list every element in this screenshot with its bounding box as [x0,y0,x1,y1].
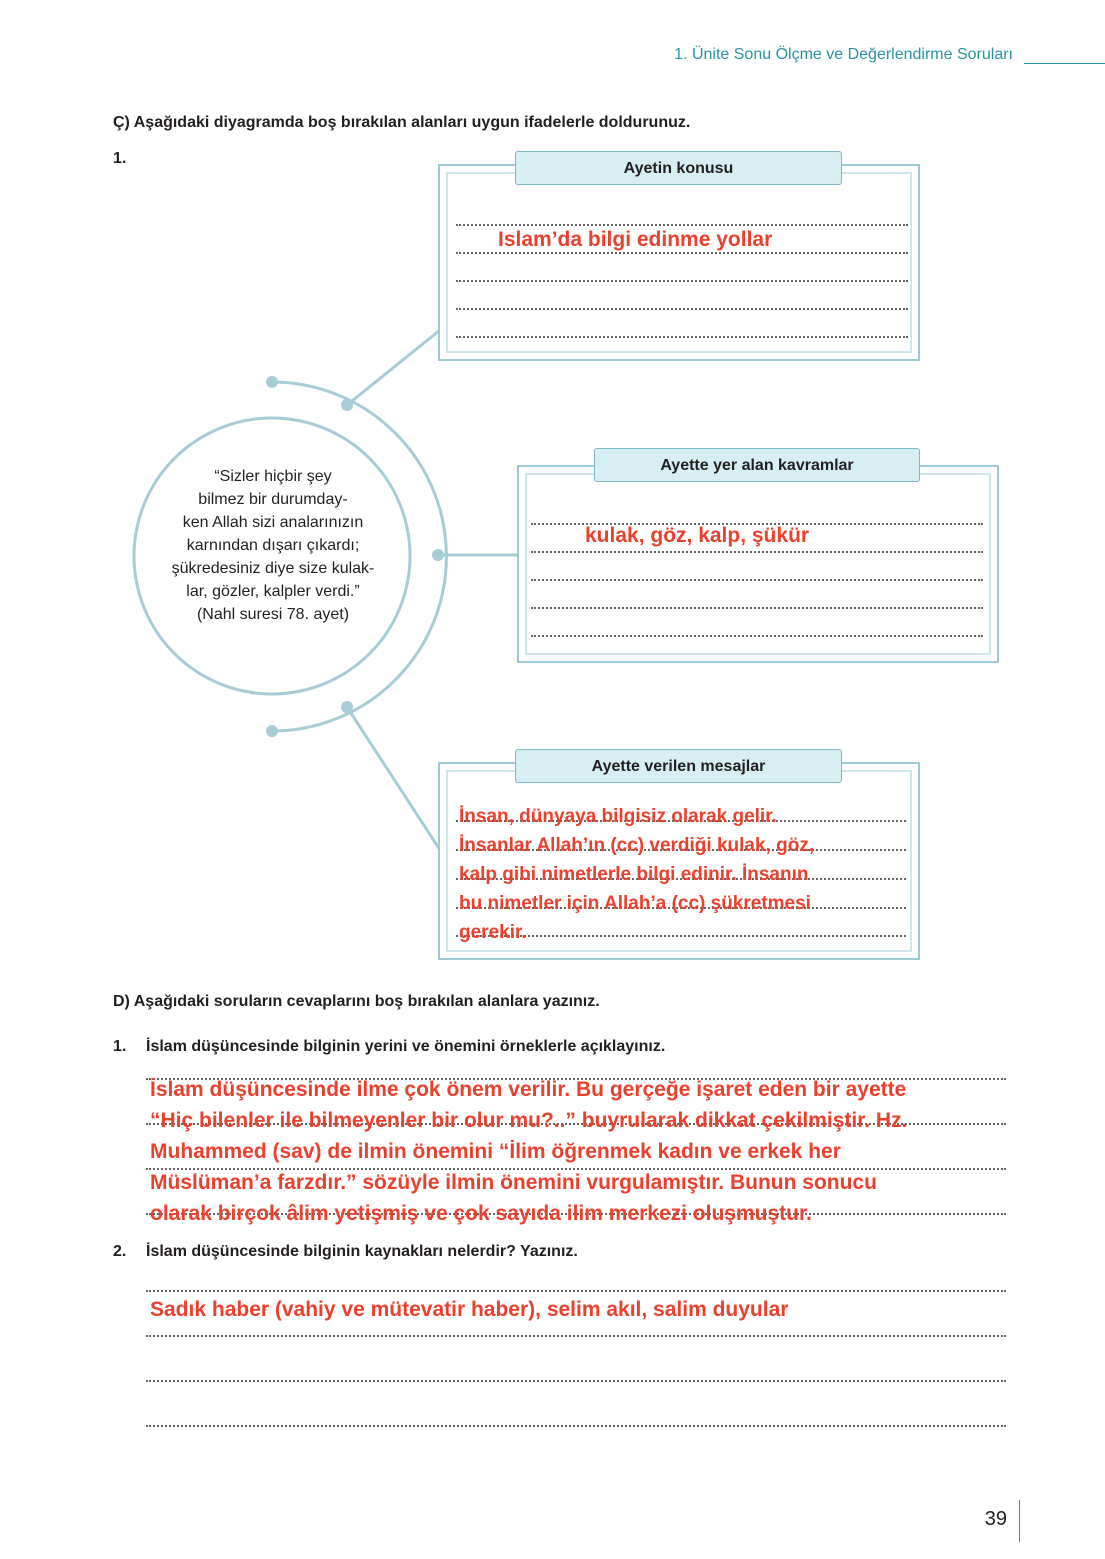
answer-line: İnsan, dünyaya bilgisiz olarak gelir. [459,806,777,827]
box-verse-topic [438,164,920,361]
answer-line: “Hiç bilenler ile bilmeyenler bir olur mu?..” buyrularak dikkat çekilmiştir. Hz. [150,1109,908,1132]
answer-line: İnsanlar Allah’ın (cc) verdiği kulak, göz, [459,835,815,856]
section-c-instruction: Ç) Aşağıdaki diyagramda boş bırakılan alanları uygun ifadelerle doldurunuz. [113,114,691,131]
answer-line: Müslüman’a farzdır.” sözüyle ilmin önemini vurgulamıştır. Bunun sonucu [150,1171,877,1194]
page-number: 39 [984,1508,1007,1530]
quote-line: ken Allah sizi analarınızın [182,514,364,531]
page-header-title: 1. Ünite Sonu Ölçme ve Değerlendirme Soruları [674,46,1013,63]
arc-node-bottom [341,701,353,713]
question-1-number: 1. [113,1038,127,1055]
arc-node-middle [432,549,444,561]
quote-line: lar, gözler, kalpler verdi.” [186,583,360,600]
connector-top [347,330,440,405]
answer-verse-topic: Islam’da bilgi edinme yollar [498,228,773,251]
answer-line: bu nimetler için Allah’a (cc) şükretmesi [459,893,811,914]
section-d-instruction: D) Aşağıdaki soruların cevaplarını boş bırakılan alanlara yazınız. [113,993,600,1010]
answer-line: olarak birçok âlim yetişmiş ve çok sayıda ilim merkezi oluşmuştur. [150,1202,812,1225]
answer-line: İslam düşüncesinde ilme çok önem verilir. Bu gerçeğe işaret eden bir ayette [150,1078,907,1101]
answer-verse-concepts: kulak, göz, kalp, şükür [585,524,810,547]
box-verse-messages [438,762,920,960]
arc-endpoint-top [266,376,278,388]
answer-line: Muhammed (sav) de ilmin önemini “İlim öğrenmek kadın ve erkek her [150,1140,841,1163]
arc-node-top [341,399,353,411]
answer-line: gerekir. [459,922,527,943]
label-verse-messages: Ayette verilen mesajlar [515,749,842,783]
question-1-answer [150,1074,907,1229]
question-2-number: 2. [113,1243,127,1260]
question-2-answer: Sadık haber (vahiy ve mütevatir haber), selim akıl, salim duyular [150,1298,789,1321]
box-verse-concepts [517,465,999,663]
connector-bottom [347,707,440,850]
question-2-text: İslam düşüncesinde bilginin kaynakları nelerdir? Yazınız. [146,1243,578,1260]
question-1-text: İslam düşüncesinde bilginin yerini ve önemini örneklerle açıklayınız. [146,1038,666,1055]
answer-verse-messages [459,802,814,947]
verse-quote [135,465,411,626]
quote-line: şükredesiniz diye size kulak- [171,560,375,577]
label-verse-topic: Ayetin konusu [515,151,842,185]
page-number-rule [1019,1500,1020,1542]
quote-line: karnından dışarı çıkardı; [186,537,360,554]
quote-line: “Sizler hiçbir şey [214,468,332,485]
quote-line: bilmez bir durumday- [198,491,348,508]
quote-line: (Nahl suresi 78. ayet) [196,606,350,623]
label-verse-concepts: Ayette yer alan kavramlar [594,448,920,482]
answer-line: kalp gibi nimetlerle bilgi edinir. İnsanın [459,864,809,885]
arc-endpoint-bottom [266,725,278,737]
section-c-question-number: 1. [113,150,127,167]
